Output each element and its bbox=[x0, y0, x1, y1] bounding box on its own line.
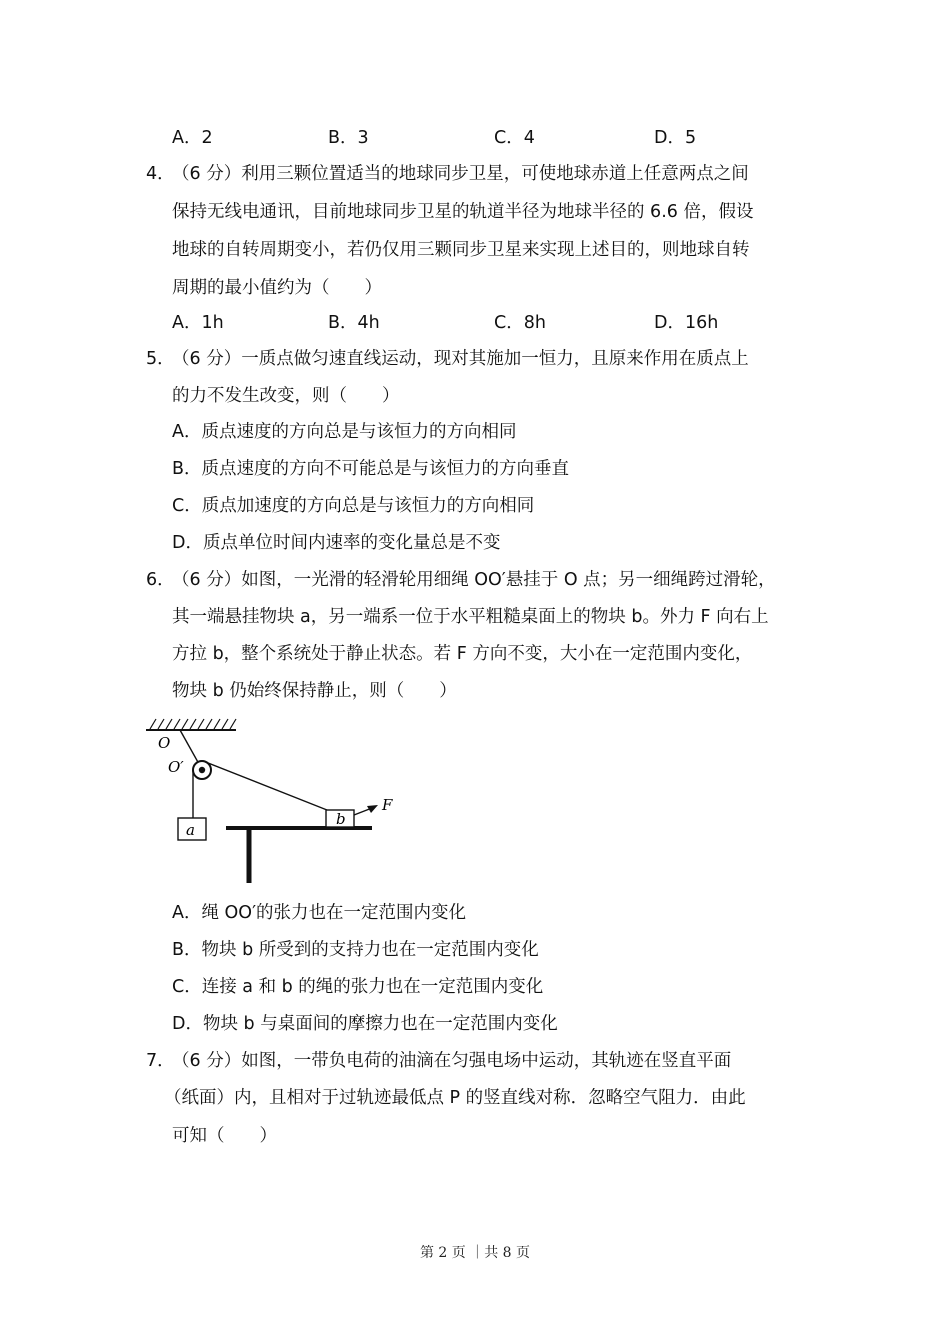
q6-option-a: A．绳 OO′的张力也在一定范围内变化 bbox=[172, 903, 467, 923]
q7-line-1: （6 分）如图，一带负电荷的油滴在匀强电场中运动，其轨迹在竖直平面 bbox=[172, 1051, 732, 1071]
q4-line-4: 周期的最小值约为（ ） bbox=[172, 278, 382, 298]
q5-option-d: D．质点单位时间内速率的变化量总是不变 bbox=[172, 533, 501, 553]
q5-option-a: A．质点速度的方向总是与该恒力的方向相同 bbox=[172, 422, 517, 442]
page-footer: 第 2 页 ｜共 8 页 bbox=[419, 1245, 531, 1261]
pulley-diagram bbox=[140, 712, 400, 888]
q3-option-c: C．4 bbox=[494, 128, 535, 148]
q5-option-b: B．质点速度的方向不可能总是与该恒力的方向垂直 bbox=[172, 459, 570, 479]
q6-option-b: B．物块 b 所受到的支持力也在一定范围内变化 bbox=[172, 940, 539, 960]
q4-option-d: D．16h bbox=[654, 313, 719, 333]
q3-option-a: A．2 bbox=[172, 128, 213, 148]
q7-line-3: 可知（ ） bbox=[172, 1126, 277, 1146]
q6-line-2: 其一端悬挂物块 a，另一端系一位于水平粗糙桌面上的物块 b。外力 F 向右上 bbox=[172, 607, 769, 627]
q6-option-c: C．连接 a 和 b 的绳的张力也在一定范围内变化 bbox=[172, 977, 544, 997]
q6-line-1: （6 分）如图，一光滑的轻滑轮用细绳 OO′悬挂于 O 点；另一细绳跨过滑轮， bbox=[172, 570, 776, 590]
q6-number: 6． bbox=[146, 570, 175, 590]
q3-option-d: D．5 bbox=[654, 128, 697, 148]
q5-number: 5． bbox=[146, 349, 175, 369]
q7-line-2: （纸面）内，且相对于过轨迹最低点 P 的竖直线对称．忽略空气阻力．由此 bbox=[164, 1088, 746, 1108]
rope-to-b bbox=[203, 761, 327, 810]
q5-line-2: 的力不发生改变，则（ ） bbox=[172, 386, 400, 406]
q4-line-2: 保持无线电通讯，目前地球同步卫星的轨道半径为地球半径的 6.6 倍，假设 bbox=[172, 202, 754, 222]
q3-option-b: B．3 bbox=[328, 128, 369, 148]
q4-option-b: B．4h bbox=[328, 313, 380, 333]
q4-option-c: C．8h bbox=[494, 313, 546, 333]
label-a: a bbox=[186, 821, 195, 839]
q4-number: 4． bbox=[146, 164, 175, 184]
pulley-axle bbox=[199, 767, 205, 773]
q5-option-c: C．质点加速度的方向总是与该恒力的方向相同 bbox=[172, 496, 535, 516]
q5-line-1: （6 分）一质点做匀速直线运动，现对其施加一恒力，且原来作用在质点上 bbox=[172, 349, 749, 369]
label-f: F bbox=[382, 796, 393, 814]
q6-line-4: 物块 b 仍始终保持静止，则（ ） bbox=[172, 681, 457, 701]
q4-option-a: A．1h bbox=[172, 313, 224, 333]
label-b: b bbox=[336, 810, 346, 828]
q7-number: 7． bbox=[146, 1051, 175, 1071]
ceiling-hatching bbox=[150, 719, 236, 729]
q4-line-1: （6 分）利用三颗位置适当的地球同步卫星，可使地球赤道上任意两点之间 bbox=[172, 164, 749, 184]
q6-option-d: D．物块 b 与桌面间的摩擦力也在一定范围内变化 bbox=[172, 1014, 558, 1034]
q6-line-3: 方拉 b，整个系统处于静止状态。若 F 方向不变，大小在一定范围内变化， bbox=[172, 644, 753, 664]
label-o: O bbox=[158, 734, 171, 752]
label-o-prime: O′ bbox=[168, 758, 184, 776]
q4-line-3: 地球的自转周期变小，若仍仅用三颗同步卫星来实现上述目的，则地球自转 bbox=[172, 240, 750, 260]
